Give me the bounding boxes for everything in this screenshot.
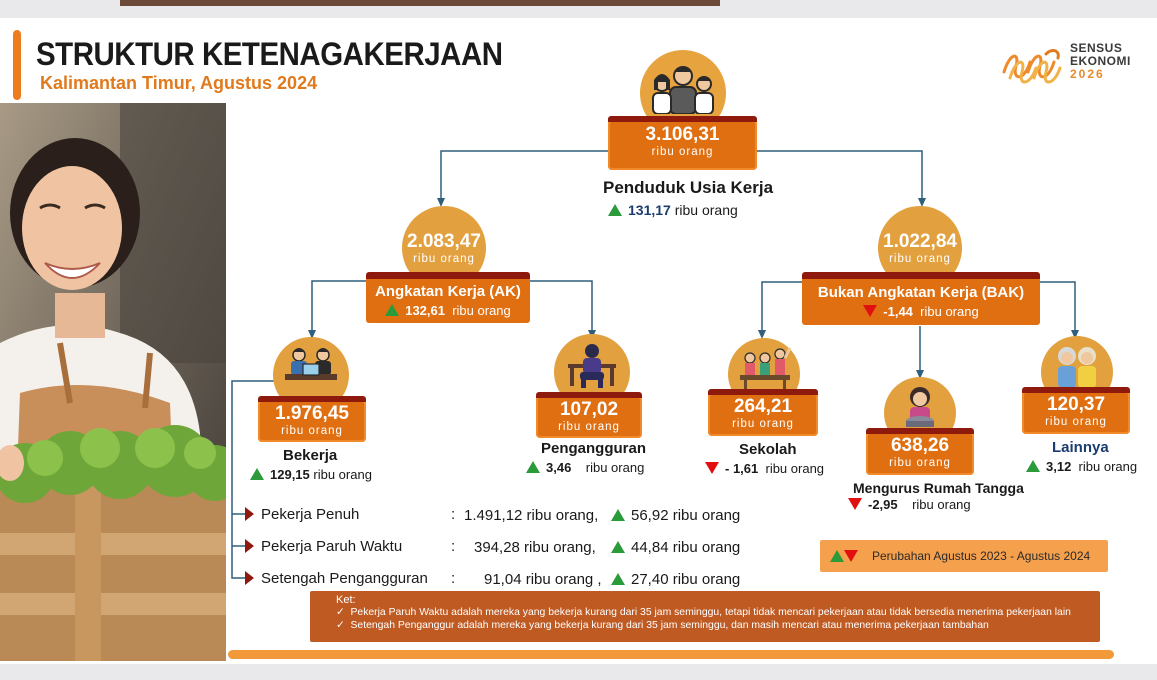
detail-row-label: Setengah Pengangguran bbox=[261, 570, 428, 587]
detail-row-value: 1.491,12 ribu orang, bbox=[464, 507, 599, 524]
down-arrow-icon bbox=[844, 550, 858, 562]
pengangguran-label: Pengangguran bbox=[541, 440, 647, 457]
detail-row-change-value: 27,40 ribu orang bbox=[631, 571, 741, 588]
lainnya-change-unit: ribu orang bbox=[1078, 459, 1138, 474]
up-arrow-icon bbox=[611, 573, 625, 585]
note-item: ✓ Pekerja Paruh Waktu adalah mereka yang bekerja kurang dari 35 jam seminggu, tetapi tidak mencari pekerjaan atau tidak bersedia menerima pekerjaan lain bbox=[336, 607, 1071, 618]
bak-unit: ribu orang bbox=[889, 253, 951, 265]
pengangguran-value-box bbox=[536, 396, 642, 438]
page-title: STRUKTUR KETENAGAKERJAAN bbox=[36, 36, 503, 72]
homemaker-icon bbox=[895, 383, 945, 431]
title-accent-bar bbox=[13, 30, 21, 100]
pengangguran-change-unit: ribu orang bbox=[585, 460, 645, 475]
penduduk-value-box bbox=[608, 120, 757, 170]
up-arrow-icon bbox=[526, 461, 540, 473]
up-arrow-icon bbox=[830, 550, 844, 562]
bottom-strip bbox=[0, 664, 1157, 680]
lainnya-unit: ribu orang bbox=[1045, 416, 1107, 428]
detail-row-change-value: 44,84 ribu orang bbox=[631, 539, 741, 556]
bak-box-cap bbox=[802, 272, 1040, 279]
note-item-text: Setengah Penganggur adalah mereka yang bekerja kurang dari 35 jam seminggu, dan masih mencari atau menerima pekerjaan tambahan bbox=[350, 620, 989, 631]
note-item: ✓ Setengah Penganggur adalah mereka yang bekerja kurang dari 35 jam seminggu, dan masih mencari atau menerima pekerjaan tambahan bbox=[336, 620, 989, 631]
ak-circle-text bbox=[402, 231, 486, 266]
detail-row-colon: : bbox=[451, 538, 456, 555]
bekerja-change-unit: ribu orang bbox=[313, 467, 372, 482]
pengangguran-box-cap bbox=[536, 392, 642, 398]
sekolah-unit: ribu orang bbox=[732, 418, 794, 430]
pengangguran-change bbox=[526, 460, 644, 475]
top-strip-accent bbox=[120, 0, 720, 6]
up-arrow-icon bbox=[611, 509, 625, 521]
legend-text: Perubahan Agustus 2023 - Agustus 2024 bbox=[872, 549, 1091, 563]
logo-year: 2026 bbox=[1070, 67, 1105, 81]
detail-row-colon: : bbox=[451, 570, 456, 587]
lainnya-change bbox=[1026, 459, 1137, 474]
students-icon bbox=[736, 344, 794, 392]
ak-value: 2.083,47 bbox=[407, 231, 481, 252]
mengurus-box-cap bbox=[866, 428, 974, 434]
people-group-icon bbox=[648, 66, 718, 114]
sitting-person-icon bbox=[562, 342, 622, 390]
bekerja-label: Bekerja bbox=[283, 447, 338, 464]
elderly-couple-icon bbox=[1051, 342, 1103, 390]
penduduk-label: Penduduk Usia Kerja bbox=[603, 178, 774, 197]
notes-box bbox=[310, 591, 1100, 642]
detail-row-label: Pekerja Penuh bbox=[261, 506, 360, 523]
bak-value: 1.022,84 bbox=[883, 231, 957, 252]
bak-change-value: -1,44 bbox=[883, 304, 913, 319]
up-arrow-icon bbox=[1026, 460, 1040, 472]
lainnya-change-value: 3,12 bbox=[1046, 459, 1072, 474]
mengurus-change bbox=[848, 497, 971, 512]
ak-unit: ribu orang bbox=[413, 253, 475, 265]
mengurus-value-box bbox=[866, 432, 974, 475]
lainnya-value: 120,37 bbox=[1046, 394, 1106, 415]
detail-row-colon: : bbox=[451, 506, 456, 523]
pengangguran-change-value: 3,46 bbox=[546, 460, 572, 475]
sekolah-box-cap bbox=[708, 389, 818, 395]
detail-row-value: 91,04 ribu orang , bbox=[484, 571, 602, 588]
notes-title: Ket: bbox=[336, 594, 356, 606]
sekolah-change-unit: ribu orang bbox=[765, 461, 825, 476]
sekolah-value: 264,21 bbox=[733, 396, 793, 417]
mengurus-label: Mengurus Rumah Tangga bbox=[853, 480, 1024, 496]
pengangguran-value: 107,02 bbox=[559, 399, 619, 420]
penduduk-change bbox=[608, 202, 738, 218]
office-workers-icon bbox=[281, 346, 341, 386]
bekerja-change bbox=[250, 467, 372, 482]
penduduk-value: 3.106,31 bbox=[645, 124, 720, 145]
logo-line2: EKONOMI bbox=[1070, 54, 1131, 68]
mengurus-unit: ribu orang bbox=[889, 457, 951, 469]
down-arrow-icon bbox=[705, 462, 719, 474]
mengurus-value: 638,26 bbox=[890, 435, 950, 456]
bottom-accent-bar bbox=[228, 650, 1114, 659]
mengurus-change-unit: ribu orang bbox=[912, 497, 971, 512]
ak-change bbox=[366, 302, 530, 320]
up-arrow-icon bbox=[250, 468, 264, 480]
ak-label-box bbox=[366, 277, 530, 323]
detail-arrow-icon bbox=[245, 539, 254, 553]
ak-change-unit: ribu orang bbox=[452, 303, 511, 318]
detail-arrow-icon bbox=[245, 571, 254, 585]
penduduk-box-cap bbox=[608, 116, 757, 122]
down-arrow-icon bbox=[863, 305, 877, 317]
ak-change-value: 132,61 bbox=[405, 303, 445, 318]
bak-circle-text bbox=[878, 231, 962, 266]
bekerja-box-cap bbox=[258, 396, 366, 402]
lainnya-value-box bbox=[1022, 391, 1130, 434]
penduduk-change-unit: ribu orang bbox=[674, 202, 738, 218]
sekolah-value-box bbox=[708, 393, 818, 436]
note-item-text: Pekerja Paruh Waktu adalah mereka yang bekerja kurang dari 35 jam seminggu, tetapi tidak mencari pekerjaan atau tidak bersedia menerima pekerjaan lain bbox=[350, 607, 1071, 618]
lainnya-box-cap bbox=[1022, 387, 1130, 393]
bekerja-value-box bbox=[258, 400, 366, 442]
page-subtitle: Kalimantan Timur, Agustus 2024 bbox=[40, 73, 318, 93]
bekerja-change-value: 129,15 bbox=[270, 467, 310, 482]
sekolah-label: Sekolah bbox=[739, 441, 797, 458]
bak-change bbox=[802, 303, 1040, 321]
detail-row-change-value: 56,92 ribu orang bbox=[631, 507, 741, 524]
detail-row-change bbox=[611, 539, 740, 556]
bak-label: Bukan Angkatan Kerja (BAK) bbox=[817, 284, 1025, 301]
logo-line1: SENSUS bbox=[1070, 41, 1123, 55]
bekerja-value: 1.976,45 bbox=[275, 403, 349, 424]
down-arrow-icon bbox=[848, 498, 862, 510]
penduduk-change-value: 131,17 bbox=[628, 202, 671, 218]
sekolah-change bbox=[705, 461, 824, 476]
farmer-woman-photo bbox=[0, 103, 226, 661]
detail-row-change bbox=[611, 507, 740, 524]
logo-text bbox=[1070, 42, 1131, 81]
bekerja-unit: ribu orang bbox=[281, 425, 343, 437]
pengangguran-unit: ribu orang bbox=[558, 421, 620, 433]
sekolah-change-value: - 1,61 bbox=[725, 461, 759, 476]
bak-label-box bbox=[802, 277, 1040, 325]
legend-box bbox=[820, 540, 1108, 572]
ak-box-cap bbox=[366, 272, 530, 279]
detail-row-value: 394,28 ribu orang, bbox=[474, 539, 596, 556]
mengurus-change-value: -2,95 bbox=[868, 497, 898, 512]
ak-label: Angkatan Kerja (AK) bbox=[375, 283, 521, 300]
up-arrow-icon bbox=[385, 304, 399, 316]
detail-row-label: Pekerja Paruh Waktu bbox=[261, 538, 403, 555]
detail-arrow-icon bbox=[245, 507, 254, 521]
up-arrow-icon bbox=[608, 204, 622, 216]
up-arrow-icon bbox=[611, 541, 625, 553]
penduduk-unit: ribu orang bbox=[651, 146, 714, 158]
bak-change-unit: ribu orang bbox=[920, 304, 979, 319]
detail-row-change bbox=[611, 571, 740, 588]
lainnya-label: Lainnya bbox=[1052, 439, 1109, 456]
